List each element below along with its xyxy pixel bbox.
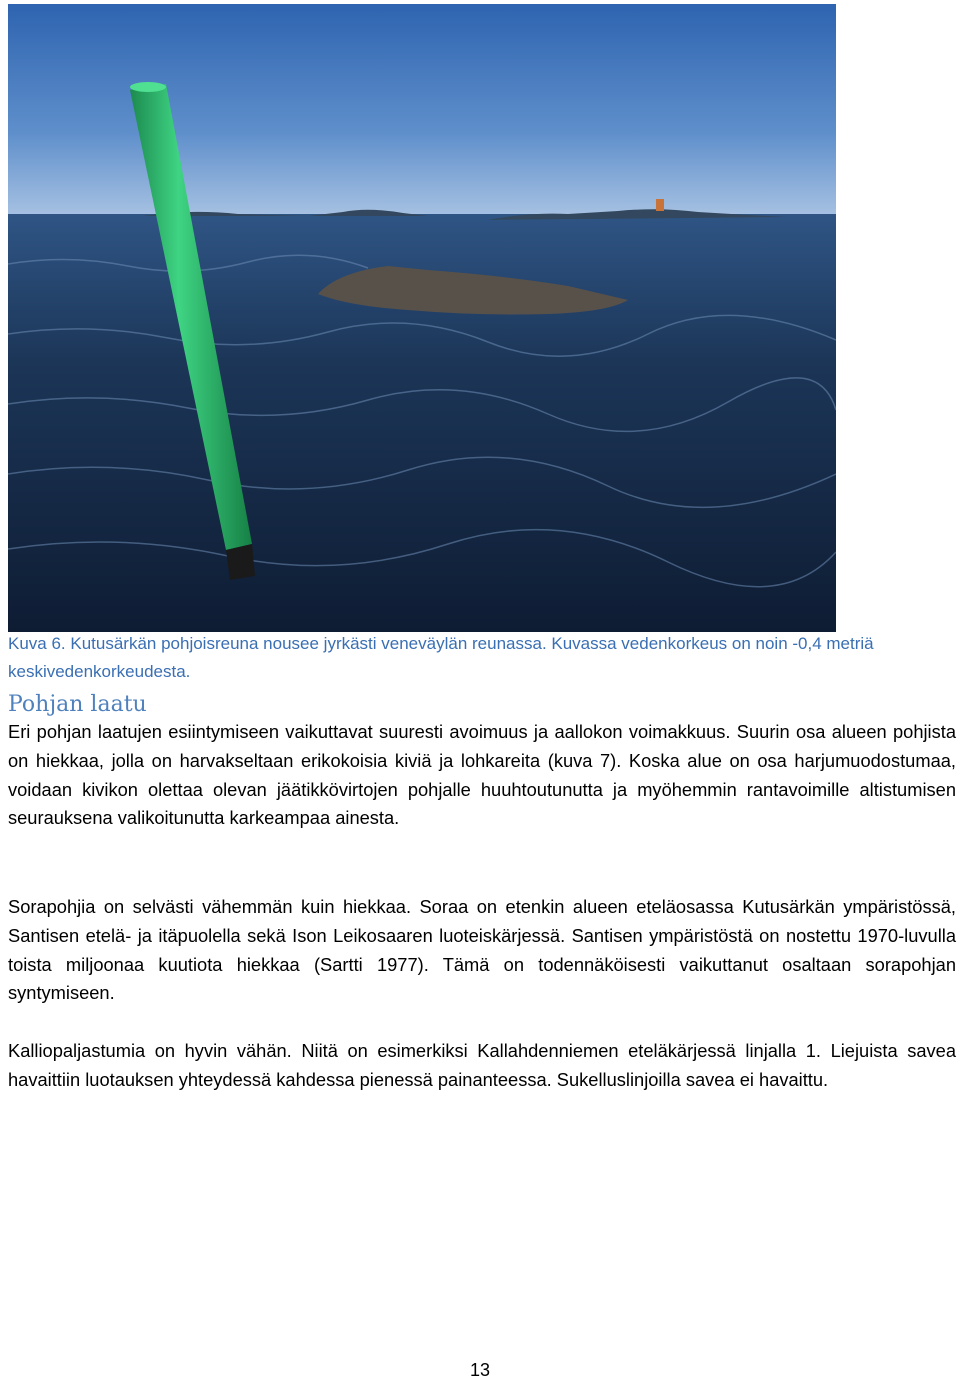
page-number: 13 <box>469 1360 491 1380</box>
paragraph-gravel-bottoms: Sorapohjia on selvästi vähemmän kuin hiekkaa. Soraa on etenkin alueen eteläosassa Kutusärkän ympäristössä, Santisen etelä- ja itäpuolella sekä Ison Leikosaaren luoteiskärjessä. Santisen ympäristöstä on nostettu 1970-luvulla toista miljoonaa kuutiota hiekkaa (Sartti 1977). Tämä on todennäköisesti vaikuttanut osaltaan sorapohjan syntymiseen. <box>8 896 956 1004</box>
photo-sea-with-green-marker-pole <box>8 4 836 632</box>
pole-top <box>130 82 166 92</box>
paragraph-bottom-types: Eri pohjan laatujen esiintymiseen vaikuttavat suuresti avoimuus ja aallokon voimakkuus. Suurin osa alueen pohjista on hiekkaa, jolla on harvakseltaan erikokoisia kiviä ja lohkareita (kuva 7). Koska alue on osa harjumuodostumaa, voidaan kivikon olettaa olevan jäätikkövirtojen pohjalle huuhtoutunutta ja myöhemmin rantavoimille altistumisen seurauksena valikoitunutta karkeampaa ainesta. <box>8 721 956 829</box>
pole-base <box>226 544 255 580</box>
paragraph-bedrock-clay: Kalliopaljastumia on hyvin vähän. Niitä on esimerkiksi Kallahdenniemen eteläkärjessä linjalla 1. Liejuista savea havaittiin luotauksen yhteydessä kahdessa pienessä painanteessa. Sukelluslinjoilla savea ei havaittu. <box>8 1040 956 1090</box>
figure-caption: Kuva 6. Kutusärkän pohjoisreuna nousee jyrkästi veneväylän reunassa. Kuvassa vedenkorkeus on noin -0,4 metriä keskivedenkorkeudesta. <box>8 634 874 681</box>
island-marker <box>656 199 664 211</box>
sky <box>8 4 836 219</box>
section-heading: Pohjan laatu <box>8 692 147 717</box>
